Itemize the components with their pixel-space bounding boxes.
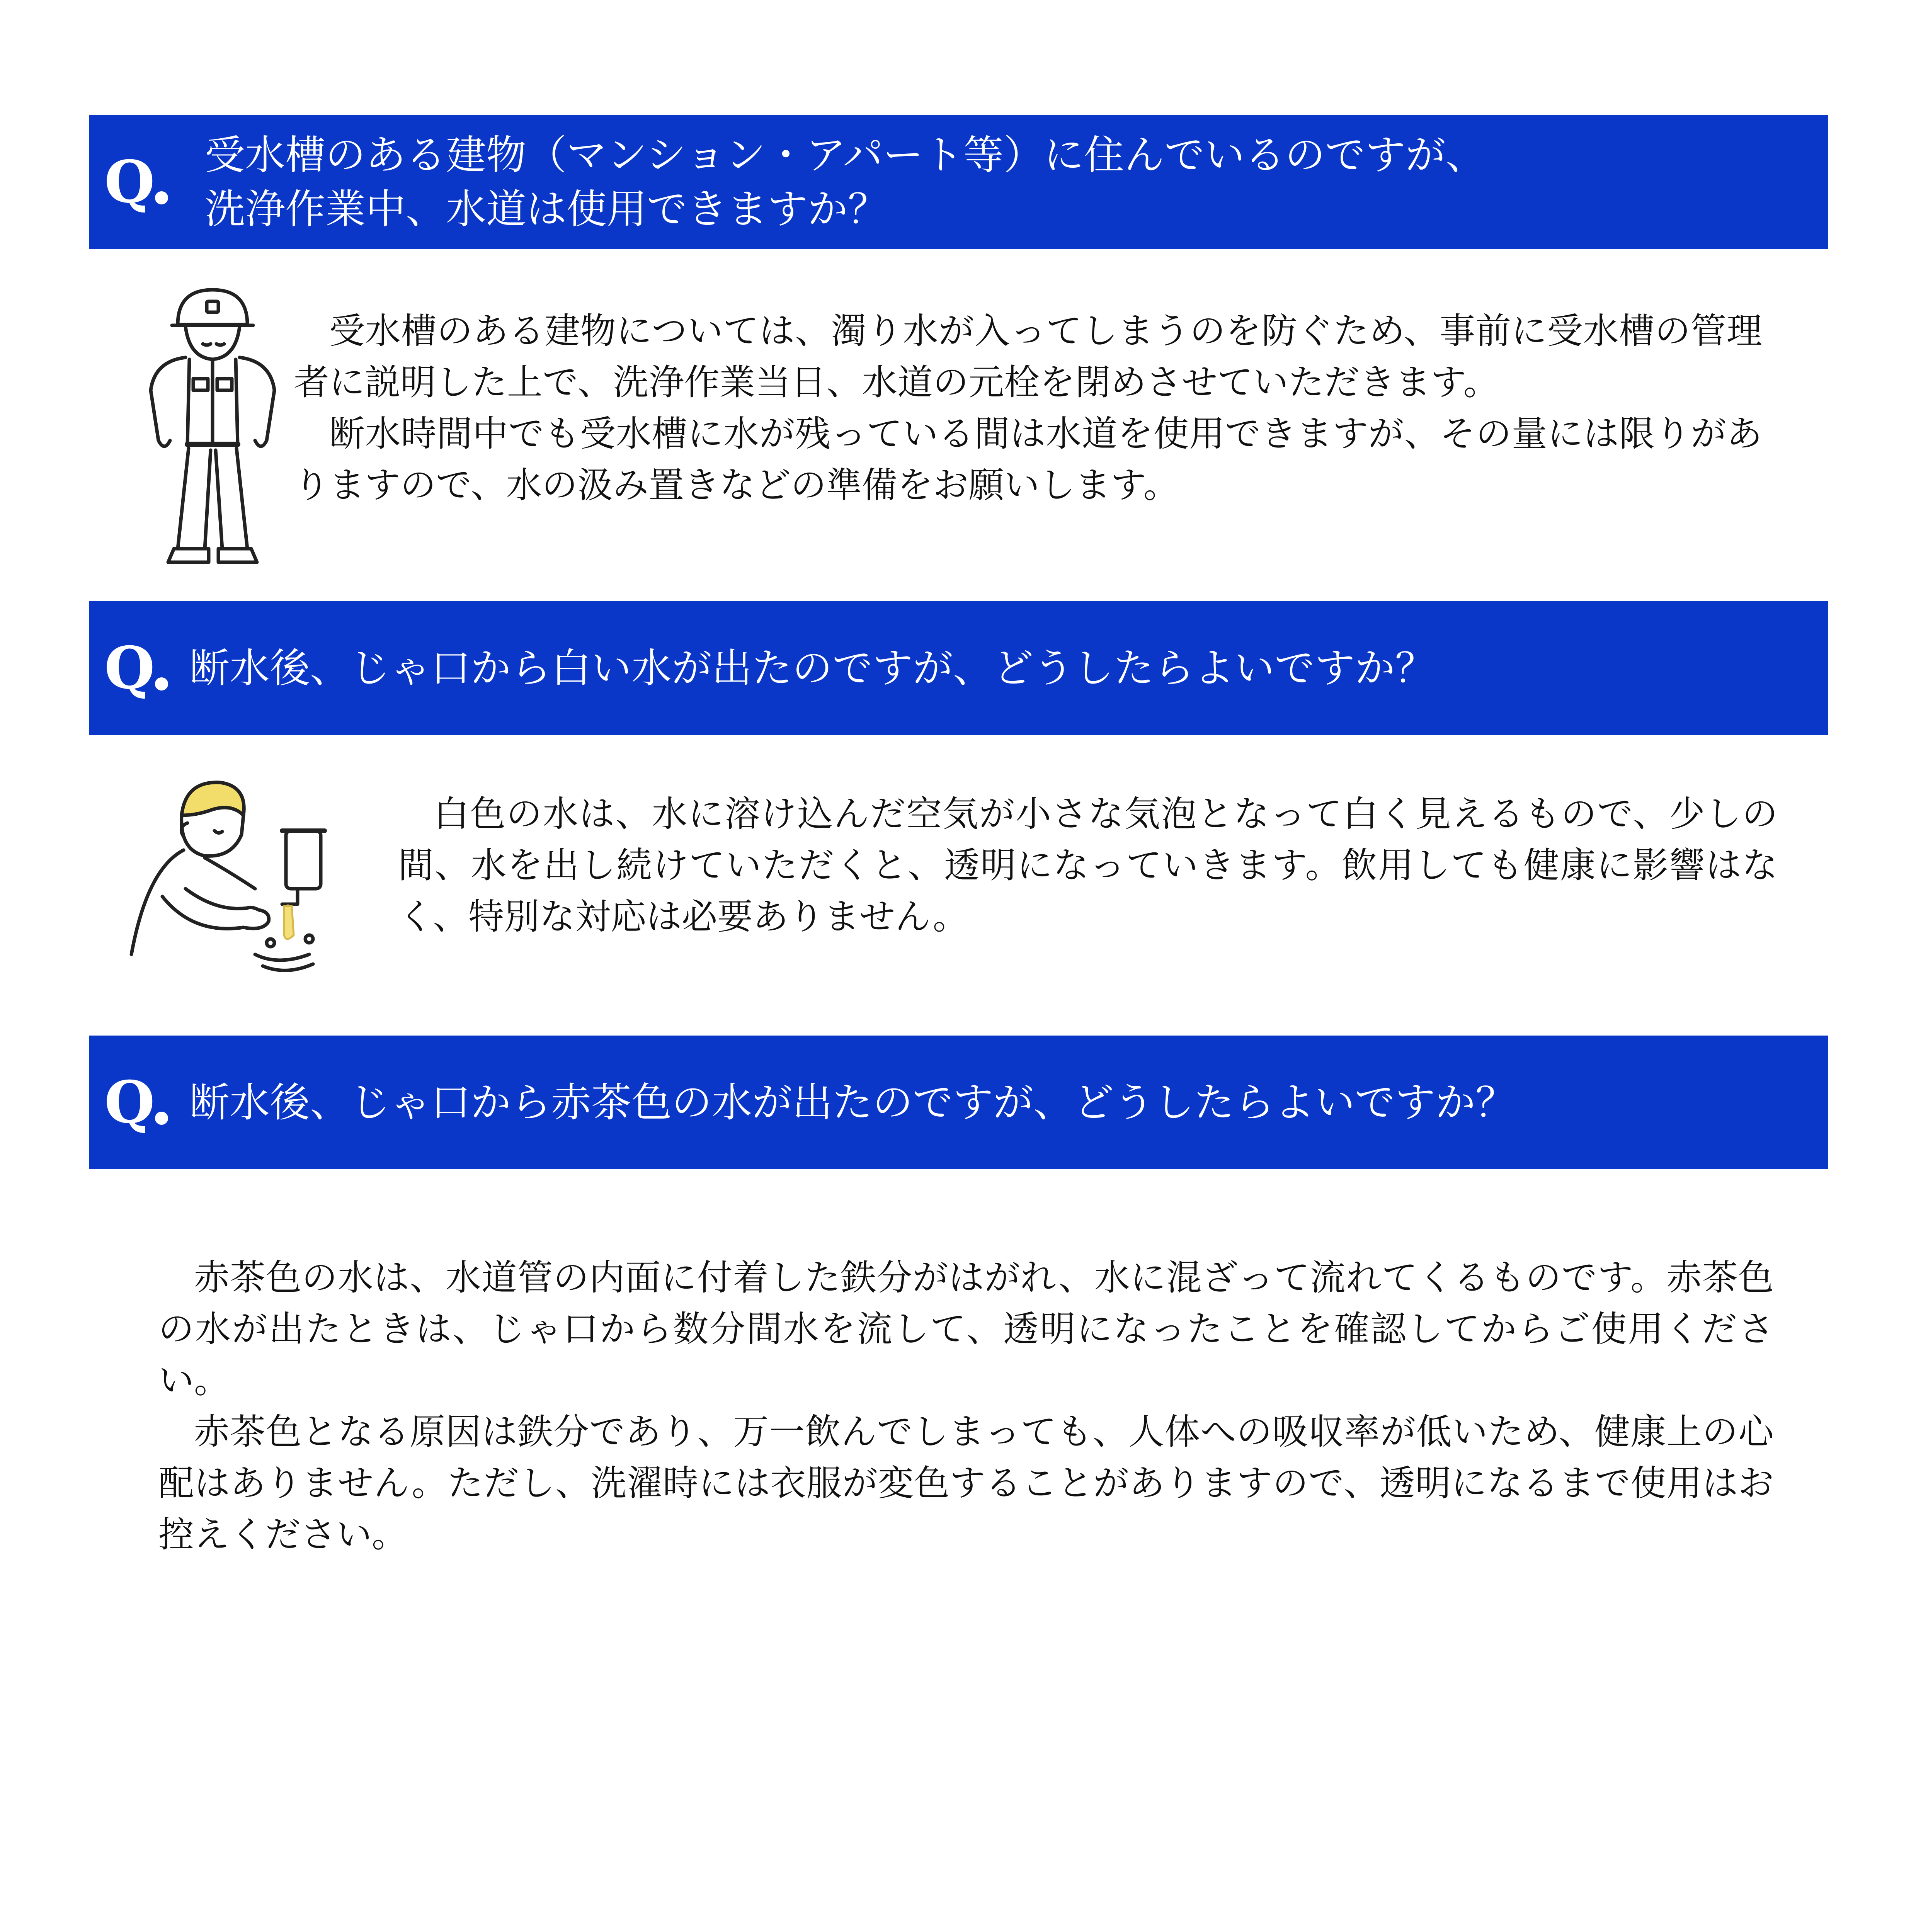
question-text-2 [189, 641, 1812, 695]
question-line: 受水槽のある建物（マンション・アパート等）に住んでいるのですが、 [205, 131, 1486, 179]
question-text-3 [189, 1075, 1812, 1129]
question-bar-2 [89, 601, 1828, 735]
answer-paragraph: 白色の水は、水に溶け込んだ空気が小さな気泡となって白く見えるもので、少しの間、水を出し続けていただくと、透明になっていきます。飲用しても健康に影響はなく、特別な対応は必要ありません。 [398, 793, 1778, 937]
question-line: 洗浄作業中、水道は使用できますか？ [205, 185, 888, 233]
answer-text-3 [158, 1252, 1774, 1560]
answer-paragraph: 断水時間中でも受水槽に水が残っている間は水道を使用できますが、その量には限りがありますので、水の汲み置きなどの準備をお願いします。 [294, 413, 1762, 506]
q-mark-icon: Q [104, 153, 168, 211]
question-bar-1 [89, 115, 1828, 249]
answer-paragraph: 赤茶色となる原因は鉄分であり、万一飲んでしまっても、人体への吸収率が低いため、健康上の心配はありません。ただし、洗濯時には衣服が変色することがありますので、透明になるまで使用はお控えください。 [158, 1411, 1774, 1555]
answer-paragraph: 受水槽のある建物については、濁り水が入ってしまうのを防ぐため、事前に受水槽の管理者に説明した上で、洗浄作業当日、水道の元栓を閉めさせていただきます。 [294, 310, 1762, 403]
q-mark-icon: Q [104, 639, 168, 697]
bowing-worker-icon [131, 278, 294, 572]
q-mark-icon: Q [104, 1073, 168, 1131]
question-line: 断水後、じゃ口から白い水が出たのですが、どうしたらよいですか？ [189, 645, 1436, 692]
answer-text-1 [294, 305, 1762, 511]
person-at-faucet-icon [116, 773, 356, 997]
answer-text-2 [398, 788, 1778, 942]
answer-paragraph: 赤茶色の水は、水道管の内面に付着した鉄分がはがれ、水に混ざって流れてくるものです。赤茶色の水が出たときは、じゃ口から数分間水を流して、透明になったことを確認してからご使用ください。 [158, 1257, 1774, 1401]
question-text-1 [205, 128, 1812, 236]
question-bar-3 [89, 1036, 1828, 1169]
question-line: 断水後、じゃ口から赤茶色の水が出たのですが、どうしたらよいですか？ [189, 1079, 1516, 1126]
